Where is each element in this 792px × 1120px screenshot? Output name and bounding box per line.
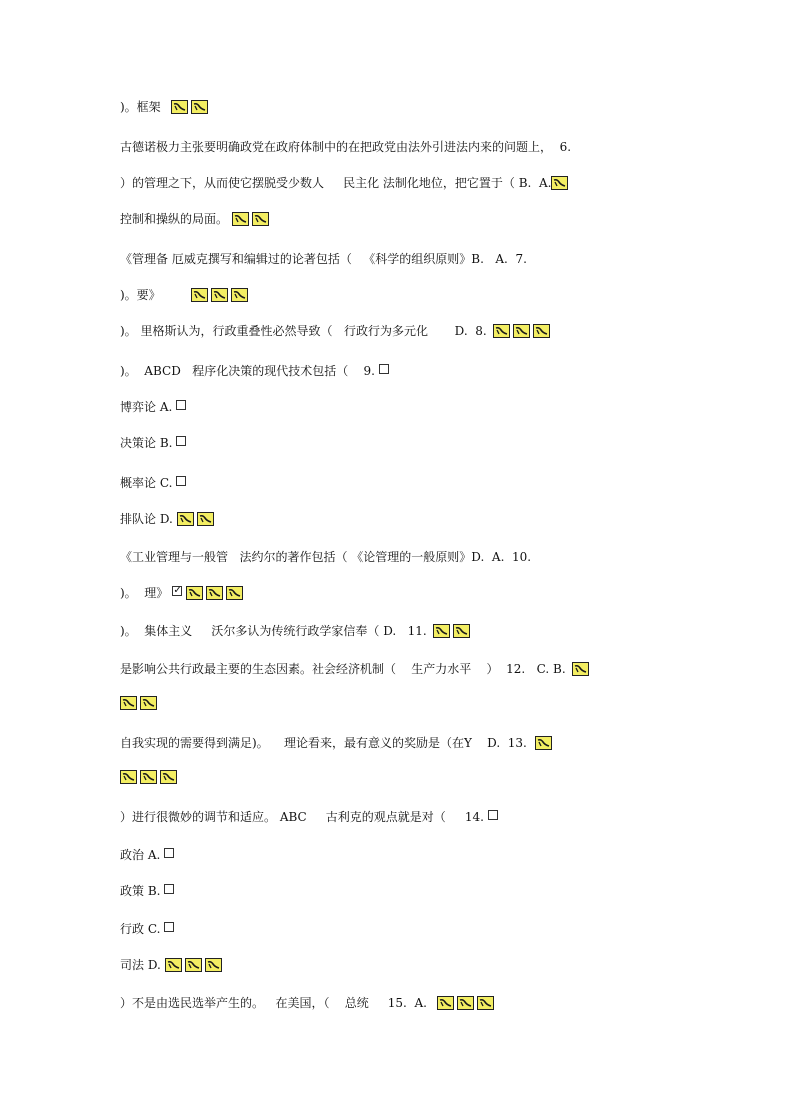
answer-mark-icon	[191, 100, 208, 114]
text-line	[120, 994, 497, 1010]
text-line	[120, 584, 246, 600]
checkbox[interactable]	[176, 476, 186, 486]
line-text: )。 ABCD 程序化决策的现代技术包括（ 9.	[120, 363, 375, 378]
line-text: 司法 D.	[120, 957, 161, 972]
text-line	[120, 510, 217, 526]
checkbox[interactable]	[164, 884, 174, 894]
answer-mark-icon	[160, 770, 177, 784]
text-line	[120, 622, 473, 638]
text-line	[120, 322, 553, 338]
answer-mark-icon	[437, 996, 454, 1010]
checkbox[interactable]	[379, 364, 389, 374]
answer-mark-icon	[186, 586, 203, 600]
text-line	[120, 846, 174, 862]
answer-mark-icon	[232, 212, 249, 226]
line-text: ）进行很微妙的调节和适应。 ABC 古利克的观点就是对（ 14.	[120, 809, 484, 824]
text-line	[120, 286, 251, 302]
line-text: )。 里格斯认为，行政重叠性必然导致（ 行政行为多元化 D. 8.	[120, 323, 487, 338]
answer-mark-icon	[206, 586, 223, 600]
answer-mark-icon	[477, 996, 494, 1010]
line-text: 古德诺极力主张要明确政党在政府体制中的在把政党由法外引进法内来的问题上， 6.	[120, 139, 572, 154]
line-text: 政治 A.	[120, 847, 161, 862]
answer-mark-icon	[177, 512, 194, 526]
answer-mark-icon	[185, 958, 202, 972]
answer-mark-icon	[493, 324, 510, 338]
answer-mark-icon	[226, 586, 243, 600]
answer-mark-icon	[433, 624, 450, 638]
text-line	[120, 174, 571, 190]
checkbox[interactable]	[176, 400, 186, 410]
text-line	[120, 98, 211, 114]
line-text: )。框架	[120, 99, 161, 114]
answer-mark-icon	[140, 770, 157, 784]
text-line	[120, 548, 531, 564]
answer-mark-icon	[171, 100, 188, 114]
line-text: ）的管理之下，从而使它摆脱受少数人 民主化 法制化地位，把它置于（ B. A.	[120, 175, 552, 190]
answer-mark-icon	[165, 958, 182, 972]
line-text: 政策 B.	[120, 883, 161, 898]
line-text: ）不是由选民选举产生的。 在美国，（ 总统 15. A.	[120, 995, 427, 1010]
text-line	[120, 474, 186, 490]
line-text: 排队论 D.	[120, 511, 173, 526]
text-line	[120, 956, 225, 972]
line-text: 自我实现的需要得到满足)。 理论看来，最有意义的奖励是（在Y D. 13.	[120, 735, 527, 750]
checkbox[interactable]	[164, 848, 174, 858]
answer-mark-icon	[231, 288, 248, 302]
line-text: 决策论 B.	[120, 435, 173, 450]
answer-mark-icon	[533, 324, 550, 338]
line-text: )。 集体主义 沃尔多认为传统行政学家信奉（ D. 11.	[120, 623, 427, 638]
line-text: 博弈论 A.	[120, 399, 173, 414]
line-text: 概率论 C.	[120, 475, 173, 490]
answer-mark-icon	[457, 996, 474, 1010]
text-line	[120, 434, 186, 450]
line-text: 《工业管理与一般管 法约尔的著作包括（ 《论管理的一般原则》D. A. 10.	[120, 549, 532, 564]
answer-mark-icon	[513, 324, 530, 338]
line-text: 《管理备 厄威克撰写和编辑过的论著包括（ 《科学的组织原则》B. A. 7.	[120, 251, 527, 266]
answer-mark-icon	[453, 624, 470, 638]
text-line	[120, 398, 186, 414]
answer-mark-icon	[140, 696, 157, 710]
answer-mark-icon	[211, 288, 228, 302]
text-line	[120, 138, 571, 154]
line-text: 是影响公共行政最主要的生态因素。社会经济机制（ 生产力水平 ） 12. C. B.	[120, 661, 566, 676]
text-line	[120, 734, 555, 750]
text-line	[120, 362, 389, 378]
answer-mark-icon	[252, 212, 269, 226]
answer-mark-icon	[120, 770, 137, 784]
line-text: 行政 C.	[120, 921, 161, 936]
text-line	[120, 660, 592, 676]
answer-mark-icon	[205, 958, 222, 972]
answer-mark-icon	[551, 176, 568, 190]
answer-mark-icon	[197, 512, 214, 526]
checkbox[interactable]	[164, 922, 174, 932]
line-text: 控制和操纵的局面。	[120, 211, 229, 226]
answer-mark-icon	[535, 736, 552, 750]
text-line	[120, 920, 174, 936]
answer-mark-icon	[191, 288, 208, 302]
text-line	[120, 694, 160, 710]
line-text: )。 理》	[120, 585, 169, 600]
text-line	[120, 210, 272, 226]
text-line	[120, 768, 180, 784]
answer-mark-icon	[572, 662, 589, 676]
checked-checkbox[interactable]	[172, 586, 182, 596]
text-line	[120, 882, 174, 898]
answer-mark-icon	[120, 696, 137, 710]
line-text: )。要》	[120, 287, 161, 302]
text-line	[120, 808, 498, 824]
checkbox[interactable]	[488, 810, 498, 820]
text-line	[120, 250, 527, 266]
checkbox[interactable]	[176, 436, 186, 446]
